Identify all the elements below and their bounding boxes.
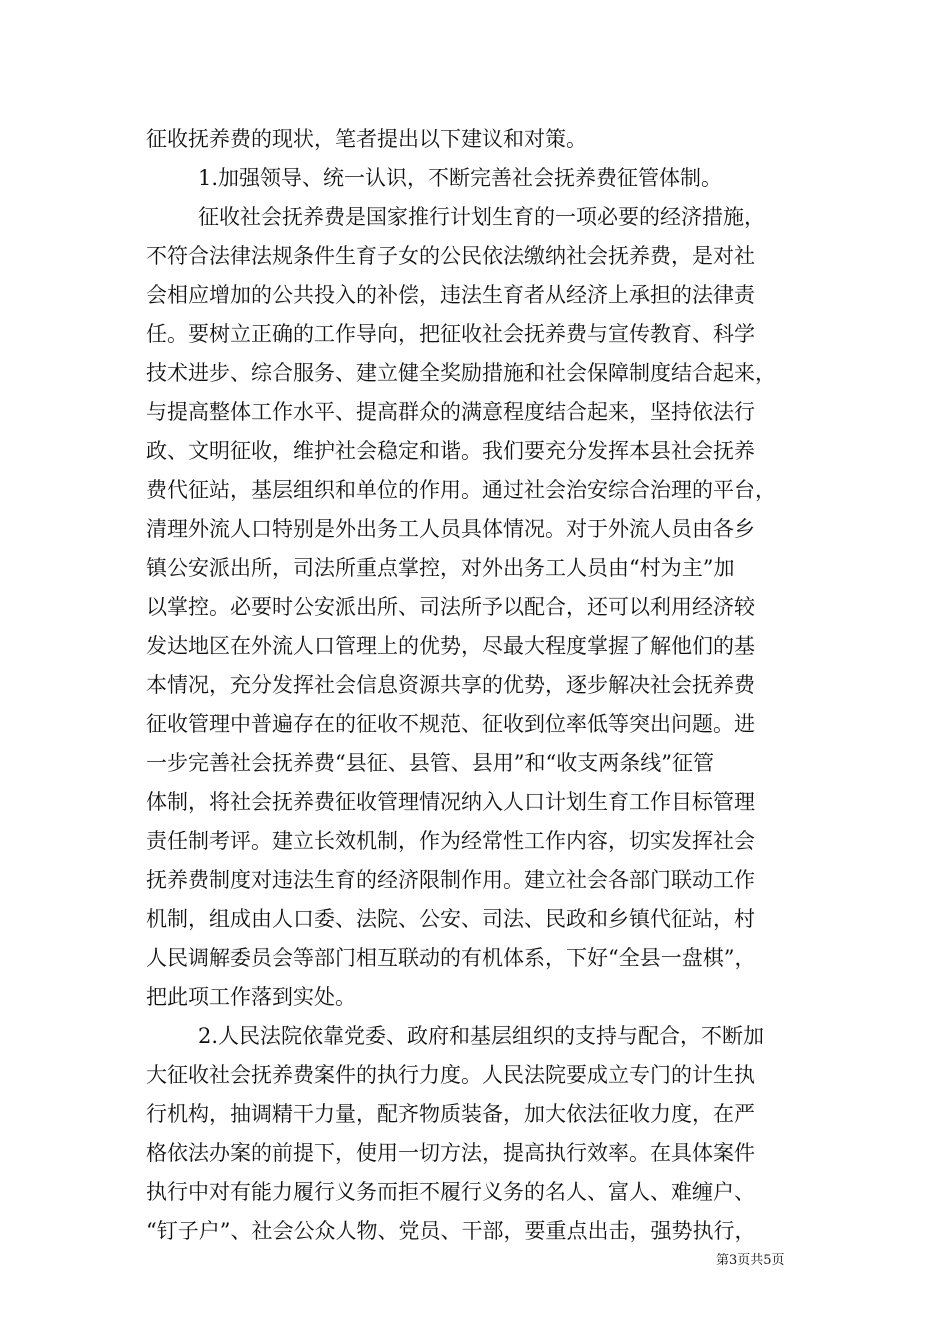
text-line: 技术进步、综合服务、建立健全奖励措施和社会保障制度结合起来， [146,361,776,385]
text-line: 抚养费制度对违法生育的经济限制作用。建立社会各部门联动工作 [146,868,755,892]
text-line: 把此项工作落到实处。 [146,985,356,1009]
heading-line: 2.人民法院依靠党委、政府和基层组织的支持与配合，不断加 [198,1024,765,1048]
text-line: 清理外流人口特别是外出务工人员具体情况。对于外流人员由各乡 [146,517,755,541]
text-line: 与提高整体工作水平、提高群众的满意程度结合起来，坚持依法行 [146,400,755,424]
text-line: 征收抚养费的现状，笔者提出以下建议和对策。 [146,127,587,151]
text-line: 责任制考评。建立长效机制，作为经常性工作内容，切实发挥社会 [146,829,755,853]
text-line: 以掌控。必要时公安派出所、司法所予以配合，还可以利用经济较 [146,595,755,619]
text-line: 会相应增加的公共投入的补偿，违法生育者从经济上承担的法律责 [146,283,755,307]
text-line: 征收管理中普遍存在的征收不规范、征收到位率低等突出问题。进 [146,712,755,736]
text-line: “钉子户”、社会公众人物、党员、干部，要重点出击，强势执行， [146,1219,756,1243]
text-line: 一步完善社会抚养费“县征、县管、县用”和“收支两条线”征管 [146,751,714,775]
text-line: 政、文明征收，维护社会稳定和谐。我们要充分发挥本县社会抚养 [146,439,755,463]
heading-line: 1.加强领导、统一认识，不断完善社会抚养费征管体制。 [198,166,723,190]
text-line: 机制，组成由人口委、法院、公安、司法、民政和乡镇代征站，村 [146,907,755,931]
text-line: 镇公安派出所，司法所重点掌控，对外出务工人员由“村为主”加 [146,556,735,580]
text-line: 发达地区在外流人口管理上的优势，尽最大程度掌握了解他们的基 [146,634,755,658]
text-line: 人民调解委员会等部门相互联动的有机体系，下好“全县一盘棋”， [146,946,756,970]
text-line: 体制，将社会抚养费征收管理情况纳入人口计划生育工作目标管理 [146,790,755,814]
text-line: 格依法办案的前提下，使用一切方法，提高执行效率。在具体案件 [146,1141,755,1165]
page-number: 第3页共5页 [716,1253,785,1268]
text-line: 费代征站，基层组织和单位的作用。通过社会治安综合治理的平台， [146,478,776,502]
text-line: 任。要树立正确的工作导向，把征收社会抚养费与宣传教育、科学 [146,322,755,346]
text-line: 大征收社会抚养费案件的执行力度。人民法院要成立专门的计生执 [146,1063,755,1087]
text-line: 执行中对有能力履行义务而拒不履行义务的名人、富人、难缠户、 [146,1180,755,1204]
text-line: 征收社会抚养费是国家推行计划生育的一项必要的经济措施， [198,205,765,229]
text-line: 不符合法律法规条件生育子女的公民依法缴纳社会抚养费，是对社 [146,244,755,268]
text-line: 行机构，抽调精干力量，配齐物质装备，加大依法征收力度，在严 [146,1102,755,1126]
text-line: 本情况，充分发挥社会信息资源共享的优势，逐步解决社会抚养费 [146,673,755,697]
